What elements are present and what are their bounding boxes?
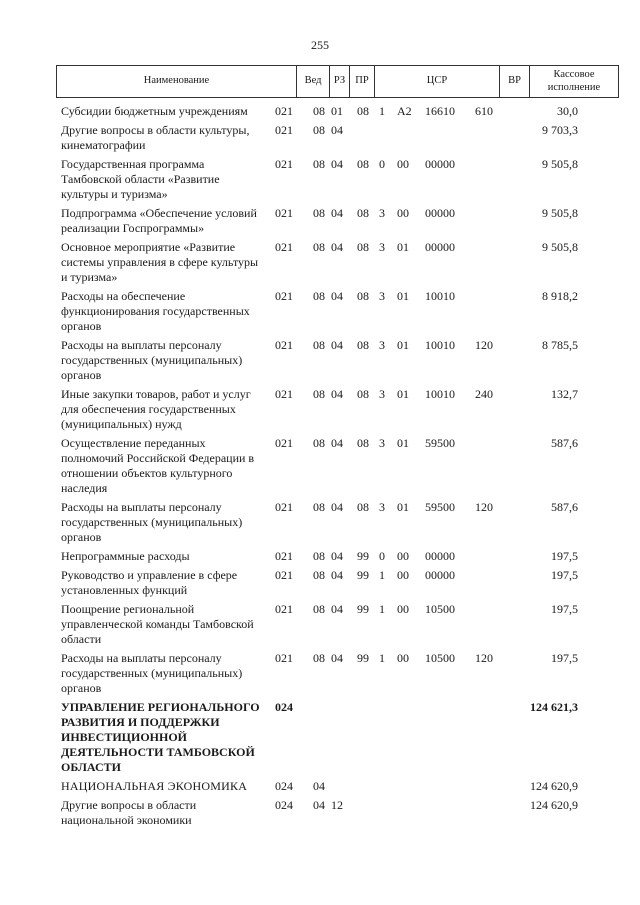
header-vr: ВР — [500, 66, 530, 97]
cell-csr-event: 01 — [397, 289, 409, 303]
cell-csr-subprogram: 1 — [379, 651, 385, 665]
cell-name: Расходы на выплаты персоналу государственных (муниципальных) органов — [61, 500, 243, 544]
cell-csr-subprogram: 3 — [379, 436, 385, 450]
cell-csr-subprogram — [379, 700, 395, 775]
cell-name: Расходы на выплаты персоналу государственных (муниципальных) органов — [61, 338, 243, 382]
cell-csr-program — [351, 700, 379, 775]
cell-csr-program: 99 — [357, 651, 369, 665]
cell-pr: 04 — [331, 338, 343, 352]
cell-pr: 04 — [331, 206, 343, 220]
cell-ved: 021 — [275, 500, 293, 514]
cell-name: Осуществление переданных полномочий Российской Федерации в отношении объектов культурного наследия — [61, 436, 255, 495]
cell-ved: 024 — [275, 779, 293, 793]
cell-name: УПРАВЛЕНИЕ РЕГИОНАЛЬНОГО РАЗВИТИЯ И ПОДДЕРЖКИ ИНВЕСТИЦИОННОЙ ДЕЯТЕЛЬНОСТИ ТАМБОВСКОЙ ОБЛАСТИ — [61, 700, 260, 774]
cell-csr-event — [395, 779, 421, 794]
cell-csr-event: 00 — [397, 602, 409, 616]
cell-pr: 04 — [331, 549, 343, 563]
cell-ved: 021 — [275, 338, 293, 352]
cell-pr: 04 — [331, 157, 343, 171]
cell-vr: 120 — [475, 500, 493, 514]
header-name: Наименование — [57, 66, 297, 97]
cell-kassa: 9 703,3 — [542, 123, 578, 137]
cell-rz: 08 — [313, 549, 325, 563]
cell-csr-event: А2 — [397, 104, 412, 118]
cell-ved: 021 — [275, 123, 293, 137]
cell-rz: 08 — [313, 206, 325, 220]
cell-name: Субсидии бюджетным учреждениям — [61, 104, 248, 118]
cell-kassa: 124 620,9 — [530, 779, 578, 793]
cell-kassa: 132,7 — [551, 387, 578, 401]
cell-name: Расходы на выплаты персоналу государственных (муниципальных) органов — [61, 651, 243, 695]
cell-name: Поощрение региональной управленческой команды Тамбовской области — [61, 602, 254, 646]
cell-csr-direction — [421, 123, 475, 153]
cell-name: Подпрограмма «Обеспечение условий реализации Госпрограммы» — [61, 206, 257, 235]
cell-vr — [475, 436, 505, 496]
cell-kassa: 124 620,9 — [530, 798, 578, 812]
cell-csr-subprogram: 3 — [379, 206, 385, 220]
cell-csr-subprogram: 0 — [379, 549, 385, 563]
cell-csr-program: 08 — [357, 206, 369, 220]
cell-csr-direction — [421, 798, 475, 828]
cell-kassa: 30,0 — [557, 104, 578, 118]
cell-vr — [475, 798, 505, 828]
cell-csr-event: 00 — [397, 651, 409, 665]
cell-csr-subprogram — [379, 798, 395, 828]
cell-rz: 08 — [313, 289, 325, 303]
cell-vr — [475, 779, 505, 794]
cell-csr-event: 01 — [397, 387, 409, 401]
cell-ved: 024 — [275, 700, 293, 714]
cell-vr — [475, 206, 505, 236]
cell-vr — [475, 123, 505, 153]
cell-csr-program: 99 — [357, 549, 369, 563]
cell-csr-direction — [421, 779, 475, 794]
cell-kassa: 8 785,5 — [542, 338, 578, 352]
cell-csr-program: 99 — [357, 602, 369, 616]
budget-table — [56, 65, 619, 832]
cell-name: Иные закупки товаров, работ и услуг для обеспечения государственных (муниципальных) нужд — [61, 387, 251, 431]
cell-ved: 021 — [275, 240, 293, 254]
cell-rz: 08 — [313, 651, 325, 665]
cell-vr: 610 — [475, 104, 493, 118]
cell-csr-event: 01 — [397, 500, 409, 514]
cell-csr-direction: 00000 — [425, 206, 455, 220]
cell-csr-direction — [421, 700, 475, 775]
cell-ved: 021 — [275, 568, 293, 582]
cell-csr-direction: 10010 — [425, 338, 455, 352]
cell-csr-direction: 00000 — [425, 549, 455, 563]
cell-kassa: 587,6 — [551, 500, 578, 514]
cell-pr: 04 — [331, 289, 343, 303]
cell-ved: 021 — [275, 289, 293, 303]
cell-rz: 08 — [313, 104, 325, 118]
cell-rz: 08 — [313, 240, 325, 254]
cell-kassa: 124 621,3 — [530, 700, 578, 714]
cell-csr-subprogram: 1 — [379, 602, 385, 616]
cell-pr: 04 — [331, 240, 343, 254]
header-kassa: Кассовое исполнение — [547, 68, 601, 93]
cell-csr-subprogram — [379, 779, 395, 794]
cell-pr: 12 — [331, 798, 343, 812]
cell-csr-direction: 00000 — [425, 240, 455, 254]
table-row — [56, 387, 619, 436]
cell-vr — [475, 289, 505, 334]
cell-csr-program: 08 — [357, 289, 369, 303]
cell-rz: 08 — [313, 436, 325, 450]
cell-csr-event — [395, 123, 421, 153]
table-row — [56, 206, 619, 240]
cell-pr: 04 — [331, 500, 343, 514]
header-ved: Вед — [297, 66, 330, 97]
cell-csr-event: 00 — [397, 568, 409, 582]
cell-csr-direction: 10500 — [425, 651, 455, 665]
cell-csr-program: 99 — [357, 568, 369, 582]
cell-name: НАЦИОНАЛЬНАЯ ЭКОНОМИКА — [61, 779, 248, 793]
table-row — [56, 338, 619, 387]
cell-pr: 04 — [331, 602, 343, 616]
cell-rz: 08 — [313, 123, 325, 137]
cell-vr: 240 — [475, 387, 493, 401]
cell-pr: 04 — [331, 387, 343, 401]
cell-name: Другие вопросы в области культуры, кинематографии — [61, 123, 250, 152]
cell-csr-event: 01 — [397, 240, 409, 254]
table-row — [56, 157, 619, 206]
cell-csr-direction: 10500 — [425, 602, 455, 616]
cell-rz: 08 — [313, 500, 325, 514]
table-row — [56, 700, 619, 779]
cell-csr-program: 08 — [357, 500, 369, 514]
cell-name: Государственная программа Тамбовской области «Развитие культуры и туризма» — [61, 157, 220, 201]
page-number: 255 — [311, 38, 329, 52]
table-row — [56, 436, 619, 500]
cell-pr — [331, 700, 351, 775]
cell-csr-direction: 10010 — [425, 289, 455, 303]
cell-ved: 021 — [275, 549, 293, 563]
cell-pr: 04 — [331, 123, 343, 137]
cell-csr-program: 08 — [357, 436, 369, 450]
cell-csr-program: 08 — [357, 157, 369, 171]
table-row — [56, 568, 619, 602]
cell-vr — [475, 700, 505, 775]
table-row — [56, 104, 619, 123]
cell-ved: 021 — [275, 436, 293, 450]
cell-csr-subprogram: 1 — [379, 104, 385, 118]
cell-csr-program: 08 — [357, 104, 369, 118]
cell-vr — [475, 240, 505, 285]
cell-pr: 04 — [331, 651, 343, 665]
header-csr: ЦСР — [375, 66, 500, 97]
cell-csr-direction: 59500 — [425, 436, 455, 450]
cell-name: Другие вопросы в области национальной экономики — [61, 798, 197, 827]
cell-csr-program: 08 — [357, 387, 369, 401]
cell-csr-direction: 00000 — [425, 157, 455, 171]
cell-rz: 08 — [313, 338, 325, 352]
cell-ved: 024 — [275, 798, 293, 812]
cell-rz: 08 — [313, 387, 325, 401]
cell-csr-event: 00 — [397, 549, 409, 563]
cell-ved: 021 — [275, 602, 293, 616]
cell-name: Основное мероприятие «Развитие системы управления в сфере культуры и туризма» — [61, 240, 259, 284]
cell-rz: 08 — [313, 602, 325, 616]
cell-kassa: 587,6 — [551, 436, 578, 450]
cell-kassa: 197,5 — [551, 651, 578, 665]
cell-name: Руководство и управление в сфере установленных функций — [61, 568, 238, 597]
cell-rz: 08 — [313, 568, 325, 582]
cell-vr: 120 — [475, 651, 493, 665]
cell-csr-subprogram: 3 — [379, 387, 385, 401]
table-body — [56, 104, 619, 832]
cell-rz: 04 — [313, 798, 325, 812]
cell-csr-event: 00 — [397, 206, 409, 220]
cell-csr-subprogram: 3 — [379, 240, 385, 254]
cell-csr-program — [351, 798, 379, 828]
cell-csr-direction: 10010 — [425, 387, 455, 401]
cell-rz: 08 — [313, 157, 325, 171]
cell-csr-program: 08 — [357, 338, 369, 352]
table-row — [56, 798, 619, 832]
cell-pr: 04 — [331, 436, 343, 450]
cell-csr-subprogram: 3 — [379, 338, 385, 352]
header-pr: ПР — [350, 66, 375, 97]
cell-vr — [475, 549, 505, 564]
cell-kassa: 9 505,8 — [542, 240, 578, 254]
table-row — [56, 289, 619, 338]
table-row — [56, 500, 619, 549]
cell-csr-subprogram: 1 — [379, 568, 385, 582]
cell-rz: 04 — [313, 779, 325, 793]
table-row — [56, 549, 619, 568]
cell-pr: 04 — [331, 568, 343, 582]
cell-kassa: 197,5 — [551, 602, 578, 616]
table-row — [56, 779, 619, 798]
cell-ved: 021 — [275, 206, 293, 220]
cell-csr-event — [395, 798, 421, 828]
cell-csr-event — [395, 700, 421, 775]
cell-ved: 021 — [275, 104, 293, 118]
cell-csr-direction: 59500 — [425, 500, 455, 514]
table-row — [56, 651, 619, 700]
cell-kassa: 9 505,8 — [542, 206, 578, 220]
cell-csr-subprogram: 3 — [379, 289, 385, 303]
table-header — [56, 65, 619, 98]
cell-csr-subprogram: 3 — [379, 500, 385, 514]
cell-csr-subprogram — [379, 123, 395, 153]
cell-kassa: 197,5 — [551, 568, 578, 582]
cell-vr — [475, 602, 505, 647]
cell-name: Непрограммные расходы — [61, 549, 190, 563]
cell-kassa: 9 505,8 — [542, 157, 578, 171]
cell-csr-event: 01 — [397, 436, 409, 450]
cell-csr-event: 00 — [397, 157, 409, 171]
cell-csr-event: 01 — [397, 338, 409, 352]
cell-csr-program — [351, 779, 379, 794]
cell-ved: 021 — [275, 157, 293, 171]
table-row — [56, 240, 619, 289]
cell-pr — [331, 779, 351, 794]
table-row — [56, 602, 619, 651]
cell-name: Расходы на обеспечение функционирования государственных органов — [61, 289, 250, 333]
cell-csr-subprogram: 0 — [379, 157, 385, 171]
table-row — [56, 123, 619, 157]
cell-kassa: 8 918,2 — [542, 289, 578, 303]
cell-csr-direction: 00000 — [425, 568, 455, 582]
cell-csr-direction: 16610 — [425, 104, 455, 118]
cell-vr: 120 — [475, 338, 493, 352]
cell-vr — [475, 157, 505, 202]
cell-csr-program: 08 — [357, 240, 369, 254]
cell-vr — [475, 568, 505, 598]
cell-ved: 021 — [275, 651, 293, 665]
cell-rz — [305, 700, 331, 775]
cell-pr: 01 — [331, 104, 343, 118]
cell-csr-program — [351, 123, 379, 153]
cell-kassa: 197,5 — [551, 549, 578, 563]
header-rz: РЗ — [330, 66, 350, 97]
cell-ved: 021 — [275, 387, 293, 401]
